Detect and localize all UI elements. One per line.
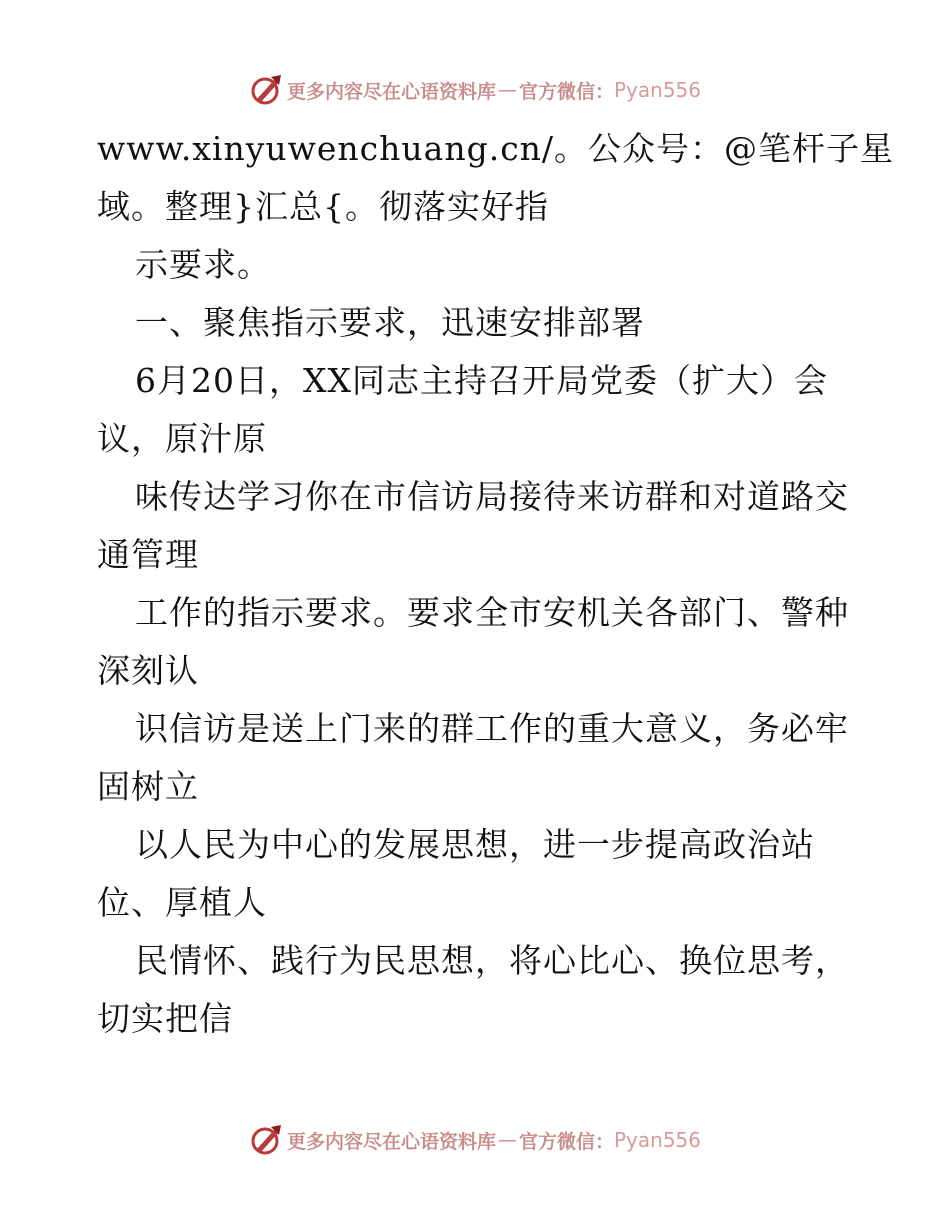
body-line: 以人民为中心的发展思想，进一步提高政治站 — [135, 825, 815, 864]
banner-wechat-handle: Pyan556 — [614, 78, 702, 102]
body-line: 深刻认 — [97, 651, 199, 690]
body-line: 域。整理}汇总{。彻落实好指 — [97, 187, 549, 226]
header-banner — [0, 70, 950, 110]
body-line: 示要求。 — [135, 245, 271, 284]
banner-wechat-label: 官方微信： — [518, 1130, 614, 1153]
body-line: 议，原汁原 — [97, 419, 267, 458]
body-line: 工作的指示要求。要求全市安机关各部门、警种 — [135, 593, 849, 632]
banner-dash: — — [497, 1129, 517, 1151]
body-line: 固树立 — [97, 767, 199, 806]
body-line: 识信访是送上门来的群工作的重大意义，务必牢 — [135, 709, 849, 748]
banner-title: 更多内容尽在心语资料库 — [286, 80, 496, 103]
body-line: 6月20日，XX同志主持召开局党委（扩大）会 — [135, 361, 828, 400]
banner-wechat-label: 官方微信： — [518, 80, 614, 103]
banner-dash: — — [497, 79, 517, 101]
footer-banner — [0, 1120, 950, 1160]
pen-logo-icon — [249, 73, 283, 107]
banner-wechat-handle: Pyan556 — [614, 1128, 702, 1152]
body-line: 通管理 — [97, 535, 199, 574]
body-line: www.xinyuwenchuang.cn/。公众号：@笔杆子星 — [97, 129, 895, 168]
body-line: 切实把信 — [97, 999, 233, 1038]
section-heading: 一、聚焦指示要求，迅速安排部署 — [135, 303, 645, 342]
document-body — [97, 120, 895, 1048]
body-line: 民情怀、践行为民思想，将心比心、换位思考， — [135, 941, 849, 980]
banner-title: 更多内容尽在心语资料库 — [286, 1130, 496, 1153]
body-line: 位、厚植人 — [97, 883, 267, 922]
body-line: 味传达学习你在市信访局接待来访群和对道路交 — [135, 477, 849, 516]
pen-logo-icon — [249, 1123, 283, 1157]
